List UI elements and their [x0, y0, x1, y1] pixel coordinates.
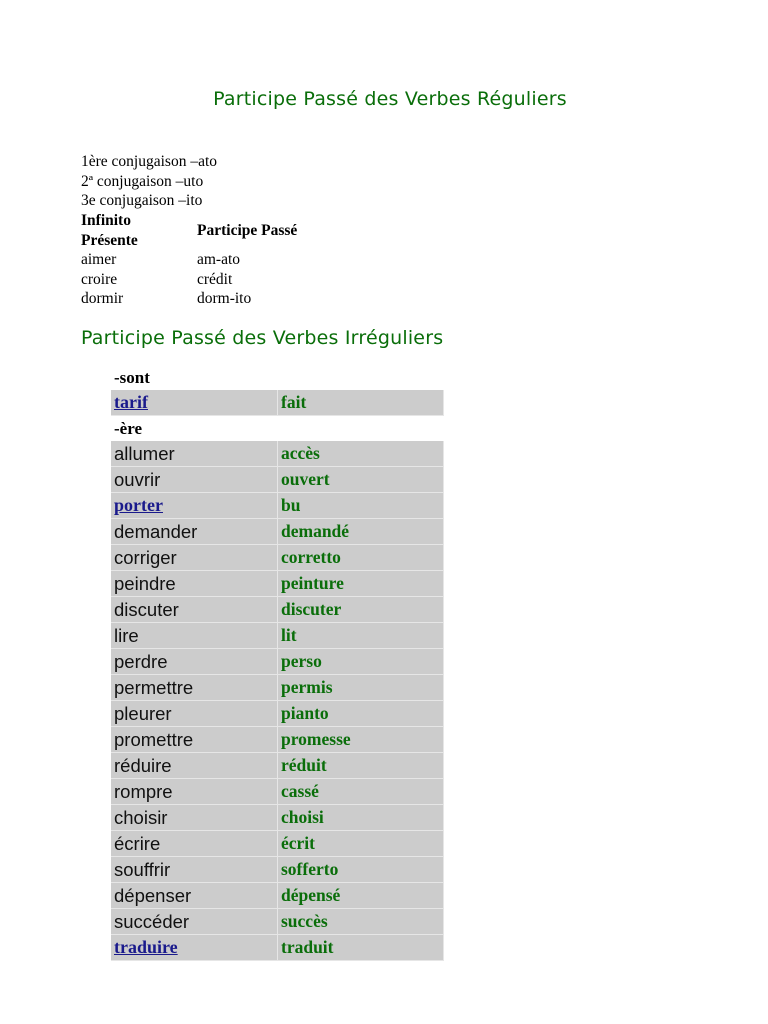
participle-cell: promesse — [278, 727, 444, 753]
participle-cell: fait — [278, 390, 444, 416]
infinitive-text: dépenser — [114, 884, 192, 906]
table-row — [111, 441, 444, 467]
infinitive-text: promettre — [114, 728, 194, 750]
infinitive-text: lire — [114, 624, 139, 646]
participle-cell: crédit — [197, 270, 233, 288]
infinitive-cell — [111, 805, 278, 831]
infinitive-cell: dormir — [81, 290, 124, 307]
infinitive-cell — [111, 753, 278, 779]
participle-cell: traduit — [278, 935, 444, 961]
participle-cell: am-ato — [197, 251, 241, 268]
infinitive-cell — [111, 831, 278, 857]
section-heading: -sont — [111, 365, 444, 390]
infinitive-cell — [111, 857, 278, 883]
header-infinitive-line: Présente — [81, 231, 138, 249]
table-row — [111, 909, 444, 935]
participle-cell: cassé — [278, 779, 444, 805]
irregular-verbs-title: Participe Passé des Verbes Irréguliers — [81, 327, 444, 349]
table-row — [111, 545, 444, 571]
infinitive-cell — [111, 701, 278, 727]
infinitive-text: peindre — [114, 572, 176, 594]
participle-cell: corretto — [278, 545, 444, 571]
participle-cell: discuter — [278, 597, 444, 623]
participle-cell: dorm-ito — [197, 290, 252, 307]
table-row — [111, 883, 444, 909]
infinitive-cell — [111, 467, 278, 493]
irregular-verbs-table — [111, 365, 444, 961]
participle-cell: lit — [278, 623, 444, 649]
participle-cell: choisi — [278, 805, 444, 831]
infinitive-cell: croire — [81, 270, 118, 288]
table-row — [111, 519, 444, 545]
section-heading-row — [111, 416, 444, 442]
infinitive-link[interactable]: traduire — [114, 937, 178, 957]
participle-cell: écrit — [278, 831, 444, 857]
section-heading: -ère — [111, 416, 444, 442]
infinitive-text: corriger — [114, 546, 177, 568]
infinitive-link[interactable]: porter — [114, 495, 163, 515]
infinitive-text: pleurer — [114, 702, 172, 724]
table-row — [111, 779, 444, 805]
infinitive-text: perdre — [114, 650, 168, 672]
table-row — [111, 753, 444, 779]
table-row — [111, 831, 444, 857]
infinitive-link[interactable]: tarif — [114, 392, 148, 412]
participle-cell: accès — [278, 441, 444, 467]
infinitive-cell — [111, 519, 278, 545]
infinitive-text: souffrir — [114, 858, 171, 880]
table-row — [111, 805, 444, 831]
participle-cell: pianto — [278, 701, 444, 727]
participle-cell: perso — [278, 649, 444, 675]
infinitive-cell — [111, 935, 278, 961]
infinitive-cell — [111, 727, 278, 753]
table-row — [81, 270, 297, 290]
infinitive-cell — [111, 597, 278, 623]
infinitive-cell — [111, 493, 278, 519]
infinitive-cell — [111, 883, 278, 909]
header-infinitive — [81, 211, 197, 250]
participle-cell: ouvert — [278, 467, 444, 493]
table-row — [111, 623, 444, 649]
participle-cell: sofferto — [278, 857, 444, 883]
regular-verbs-title: Participe Passé des Verbes Réguliers — [213, 88, 567, 110]
header-participle: Participe Passé — [197, 221, 298, 239]
infinitive-cell — [111, 909, 278, 935]
infinitive-text: succéder — [114, 910, 190, 932]
conjugation-line: 2ª conjugaison –uto — [81, 173, 204, 190]
table-row — [111, 857, 444, 883]
section-heading-row — [111, 365, 444, 390]
infinitive-cell — [111, 675, 278, 701]
table-row — [111, 493, 444, 519]
infinitive-text: allumer — [114, 442, 175, 464]
infinitive-cell — [111, 623, 278, 649]
infinitive-text: choisir — [114, 806, 168, 828]
table-row — [111, 597, 444, 623]
participle-cell: demandé — [278, 519, 444, 545]
table-row — [111, 727, 444, 753]
table-row — [111, 571, 444, 597]
infinitive-cell — [111, 441, 278, 467]
infinitive-cell — [111, 649, 278, 675]
infinitive-text: discuter — [114, 598, 179, 620]
table-row — [111, 935, 444, 961]
regular-verbs-table — [81, 211, 297, 309]
table-header-row — [81, 211, 297, 250]
table-row — [111, 467, 444, 493]
table-row — [81, 289, 297, 309]
conjugation-line: 3e conjugaison –ito — [81, 192, 203, 209]
table-row — [111, 390, 444, 416]
participle-cell: réduit — [278, 753, 444, 779]
participle-cell: dépensé — [278, 883, 444, 909]
conjugation-line: 1ère conjugaison –ato — [81, 153, 218, 170]
table-row — [81, 250, 297, 270]
table-row — [111, 649, 444, 675]
infinitive-text: demander — [114, 520, 198, 542]
infinitive-cell — [111, 779, 278, 805]
infinitive-text: réduire — [114, 754, 172, 776]
infinitive-text: écrire — [114, 832, 161, 854]
participle-cell: bu — [278, 493, 444, 519]
infinitive-text: permettre — [114, 676, 194, 698]
infinitive-cell — [111, 390, 278, 416]
header-infinitive-line: Infinito — [81, 212, 131, 229]
table-row — [111, 675, 444, 701]
infinitive-cell: aimer — [81, 251, 117, 268]
infinitive-text: rompre — [114, 780, 173, 802]
table-row — [111, 701, 444, 727]
infinitive-text: ouvrir — [114, 468, 161, 490]
infinitive-cell — [111, 571, 278, 597]
infinitive-cell — [111, 545, 278, 571]
participle-cell: permis — [278, 675, 444, 701]
participle-cell: succès — [278, 909, 444, 935]
participle-cell: peinture — [278, 571, 444, 597]
